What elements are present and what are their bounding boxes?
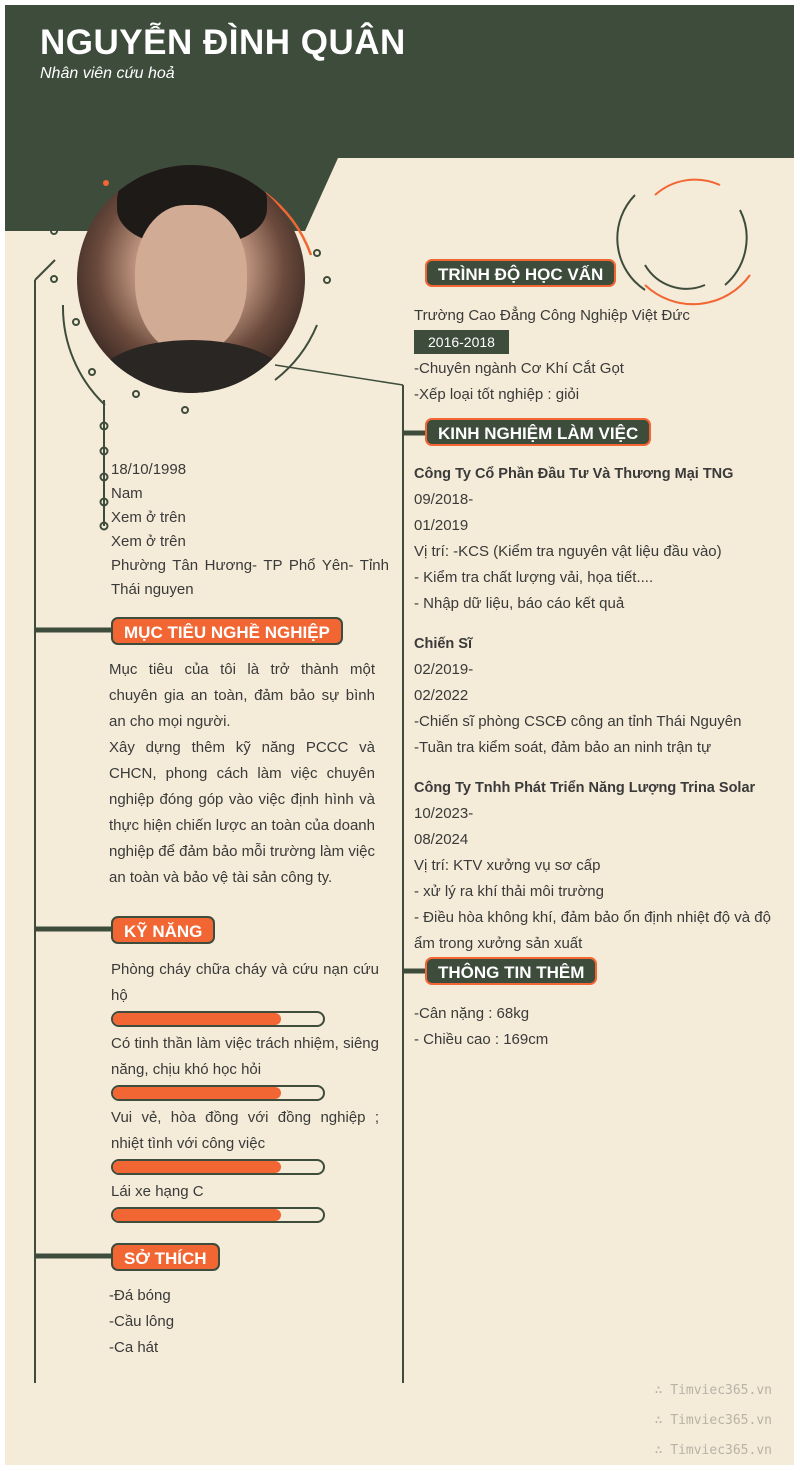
job-end: 08/2024 — [414, 831, 469, 848]
skills-heading: KỸ NĂNG — [111, 916, 215, 944]
experience-block — [414, 461, 786, 971]
job-entry — [414, 461, 786, 617]
skills-list — [111, 957, 379, 1227]
skill-name: Phòng cháy chữa cháy và cứu nạn cứu hộ — [111, 961, 379, 1004]
additional-item: - Chiều cao : 169cm — [414, 1031, 549, 1048]
job-end: 02/2022 — [414, 687, 469, 704]
job-line: - xử lý ra khí thải môi trường — [414, 883, 604, 900]
hobbies-heading: SỞ THÍCH — [111, 1243, 220, 1271]
skill-bar — [111, 1207, 325, 1223]
education-years: 2016-2018 — [414, 330, 509, 354]
job-start: 09/2018- — [414, 491, 474, 508]
objective-paragraph-2: Xây dựng thêm kỹ năng PCCC và CHCN, phong cách làm việc chuyên nghiệp đóng góp vào việc định hình và thực hiện chiến lược an toàn của doanh nghiệp để đảm bảo mỗi trường làm việc an toàn và bảo vệ tài sản công ty. — [109, 739, 375, 886]
job-end: 01/2019 — [414, 517, 469, 534]
additional-heading: THÔNG TIN THÊM — [425, 957, 597, 985]
education-major: -Chuyên ngành Cơ Khí Cắt Gọt — [414, 360, 624, 377]
education-grade: -Xếp loại tốt nghiệp : giỏi — [414, 386, 580, 403]
email: Xem ở trên — [111, 533, 186, 550]
objective-heading: MỤC TIÊU NGHỀ NGHIỆP — [111, 617, 343, 645]
company-name: Công Ty Cổ Phần Đầu Tư Và Thương Mại TNG — [414, 466, 734, 482]
watermark: ∴ Timviec365.vn — [654, 1413, 772, 1428]
job-start: 02/2019- — [414, 661, 474, 678]
education-heading: TRÌNH ĐỘ HỌC VẤN — [425, 259, 616, 287]
skill-bar-fill — [113, 1087, 281, 1099]
skill-bar-fill — [113, 1209, 281, 1221]
watermark: ∴ Timviec365.vn — [654, 1443, 772, 1458]
additional-item: -Cân nặng : 68kg — [414, 1005, 530, 1022]
cv-page — [5, 5, 794, 1465]
job-line: -Tuần tra kiểm soát, đảm bảo an ninh trận tự — [414, 739, 712, 756]
school-name: Trường Cao Đẳng Công Nghiệp Việt Đức — [414, 307, 690, 324]
skill-name: Có tinh thần làm việc trách nhiệm, siêng năng, chịu khó học hỏi — [111, 1035, 379, 1078]
skill-bar-fill — [113, 1161, 281, 1173]
skill-name: Vui vẻ, hòa đồng với đồng nghiệp ; nhiệt tình với công việc — [111, 1109, 379, 1152]
skill-bar-fill — [113, 1013, 281, 1025]
skill-item — [111, 1031, 379, 1101]
objective-paragraph-1: Mục tiêu của tôi là trở thành một chuyên gia an toàn, đảm bảo sự bình an cho mọi người. — [109, 661, 375, 730]
skill-item — [111, 957, 379, 1027]
company-name: Công Ty Tnhh Phát Triển Năng Lượng Trina Solar — [414, 780, 756, 796]
hobby-item: -Đá bóng — [109, 1287, 171, 1304]
personal-info — [111, 458, 389, 602]
avatar — [77, 165, 305, 393]
job-title: Nhân viên cứu hoả — [40, 65, 175, 82]
skill-name: Lái xe hạng C — [111, 1183, 204, 1200]
gender: Nam — [111, 485, 143, 502]
additional-info — [414, 1001, 784, 1053]
job-line: - Kiểm tra chất lượng vải, họa tiết.... — [414, 569, 654, 586]
hobbies-list — [109, 1283, 369, 1361]
skill-item — [111, 1105, 379, 1175]
experience-heading: KINH NGHIỆM LÀM VIỆC — [425, 418, 651, 446]
dob: 18/10/1998 — [111, 461, 187, 478]
job-entry — [414, 775, 786, 957]
company-name: Chiến Sĩ — [414, 636, 473, 652]
job-line: -Chiến sĩ phòng CSCĐ công an tỉnh Thái Nguyên — [414, 713, 742, 730]
hobby-item: -Cầu lông — [109, 1313, 175, 1330]
phone: Xem ở trên — [111, 509, 186, 526]
job-line: Vị trí: -KCS (Kiểm tra nguyên vật liệu đầu vào) — [414, 543, 722, 560]
education-block — [414, 303, 784, 408]
candidate-name: NGUYỄN ĐÌNH QUÂN — [40, 23, 406, 62]
skill-item — [111, 1179, 379, 1223]
skill-bar — [111, 1011, 325, 1027]
job-start: 10/2023- — [414, 805, 474, 822]
objective-text — [109, 657, 375, 891]
hobby-item: -Ca hát — [109, 1339, 159, 1356]
skill-bar — [111, 1085, 325, 1101]
address: Phường Tân Hương- TP Phổ Yên- Tỉnh Thái nguyen — [111, 557, 389, 598]
job-entry — [414, 631, 786, 761]
job-line: Vị trí: KTV xưởng vụ sơ cấp — [414, 857, 601, 874]
job-line: - Nhập dữ liệu, báo cáo kết quả — [414, 595, 625, 612]
job-line: - Điều hòa không khí, đảm bảo ổn định nhiệt độ và độ ẩm trong xưởng sản xuất — [414, 909, 771, 952]
watermark: ∴ Timviec365.vn — [654, 1383, 772, 1398]
skill-bar — [111, 1159, 325, 1175]
